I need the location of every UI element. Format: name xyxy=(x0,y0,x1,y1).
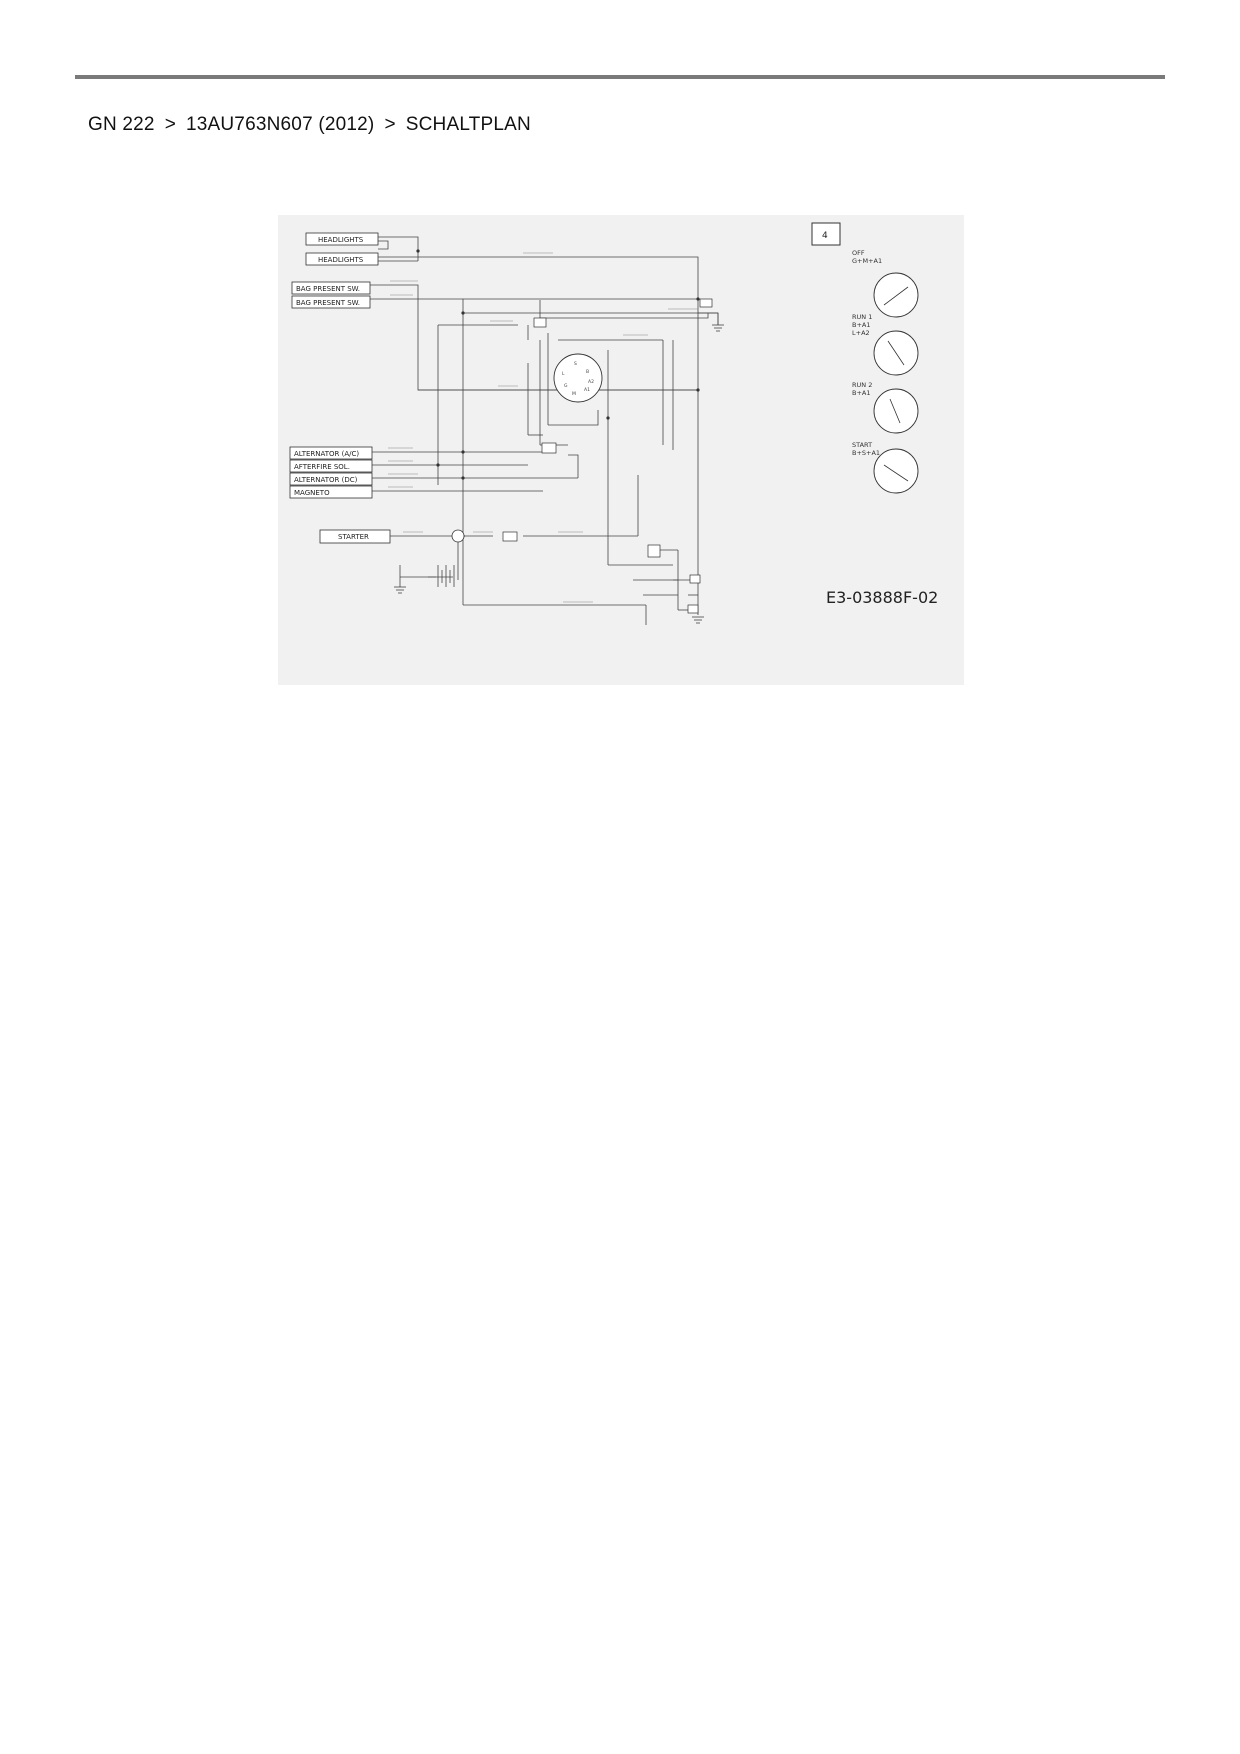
switch-run2-mapping: B+A1 xyxy=(852,389,871,397)
ignition-switch xyxy=(554,354,602,402)
wiring-diagram xyxy=(278,215,964,685)
breadcrumb-item-model[interactable]: GN 222 xyxy=(88,114,155,135)
switch-start-mapping: B+S+A1 xyxy=(852,449,881,457)
alternator-ac-label: ALTERNATOR (A/C) xyxy=(294,450,360,458)
svg-text:S: S xyxy=(574,362,577,367)
switch-run2-diagram xyxy=(874,389,918,433)
bag-present-2-label: BAG PRESENT SW. xyxy=(296,299,361,307)
switch-run1-mapping2: L+A2 xyxy=(852,329,870,337)
drawing-code: E3-03888F-02 xyxy=(826,588,939,607)
breadcrumb xyxy=(88,114,531,136)
breadcrumb-separator: > xyxy=(164,114,176,135)
svg-text:A2: A2 xyxy=(588,380,594,385)
magneto-label: MAGNETO xyxy=(294,489,330,497)
page-number: 4 xyxy=(822,231,828,241)
starter-solenoid xyxy=(452,530,464,542)
afterfire-sol-label: AFTERFIRE SOL. xyxy=(294,463,350,471)
switch-run1-label: RUN 1 xyxy=(852,313,873,321)
switch-off-diagram xyxy=(874,273,918,317)
breadcrumb-item-part-number[interactable]: 13AU763N607 (2012) xyxy=(185,114,375,135)
switch-off-mapping: G+M+A1 xyxy=(852,257,883,265)
svg-text:L: L xyxy=(562,372,565,377)
headlights-1-label: HEADLIGHTS xyxy=(318,236,364,244)
breadcrumb-separator: > xyxy=(384,114,396,135)
bag-present-1-label: BAG PRESENT SW. xyxy=(296,285,361,293)
wiring-diagram-svg xyxy=(278,215,964,685)
svg-text:A1: A1 xyxy=(584,388,590,393)
switch-start-label: START xyxy=(852,441,873,449)
svg-text:M: M xyxy=(572,392,576,397)
breadcrumb-item-current: SCHALTPLAN xyxy=(405,114,531,135)
svg-text:G: G xyxy=(564,384,568,389)
switch-start-diagram xyxy=(874,449,918,493)
headlights-2-label: HEADLIGHTS xyxy=(318,256,364,264)
svg-text:B: B xyxy=(586,370,590,375)
switch-run2-label: RUN 2 xyxy=(852,381,873,389)
top-divider xyxy=(75,75,1165,79)
starter-label: STARTER xyxy=(338,533,369,541)
switch-off-label: OFF xyxy=(852,249,865,257)
switch-run1-mapping: B+A1 xyxy=(852,321,871,329)
alternator-dc-label: ALTERNATOR (DC) xyxy=(294,476,358,484)
